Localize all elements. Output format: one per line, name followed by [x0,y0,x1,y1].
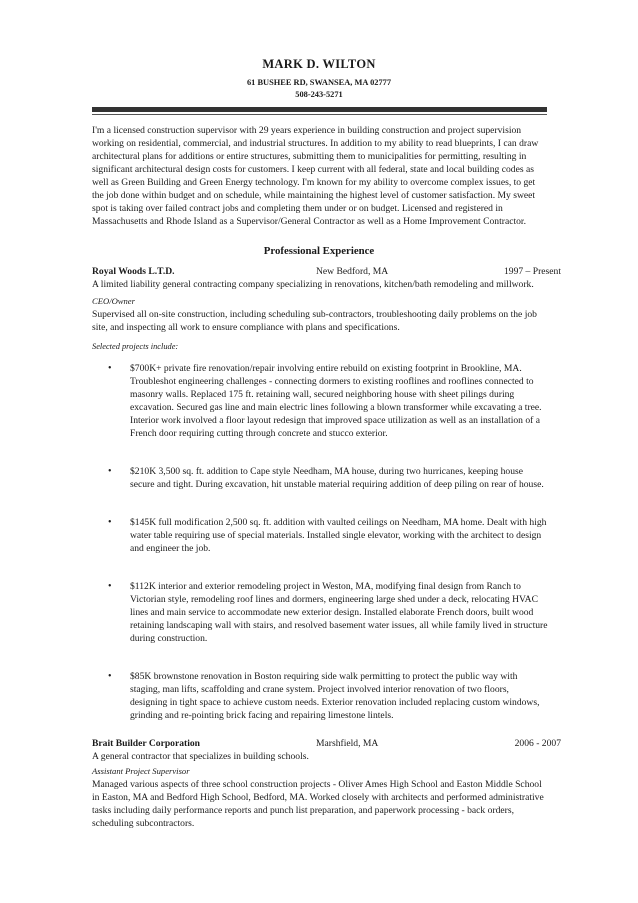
projects-list [92,362,548,722]
header-divider-thin [92,114,547,115]
list-item [92,580,548,645]
selected-projects-label: Selected projects include: [92,342,179,351]
list-item [92,516,548,555]
candidate-address: 61 BUSHEE RD, SWANSEA, MA 02777 [246,78,392,87]
bullet-icon: • [108,581,112,592]
list-item [92,362,548,440]
bullet-icon: • [108,671,112,682]
summary-paragraph: I'm a licensed construction supervisor with 29 years experience in building construction and project supervision working on residential, commercial, and industrial structures. In addition to my ability to read blueprints, I can draw architectural plans for additions or entire structures, submitting them to municipalities for permitting, resulting in significant architectural design costs for customers. I keep current with all federal, state and local building codes as well as Green Building and Green Energy technology. I'm known for my ability to overcome complex issues, to get the job done within budget and on schedule, while maintaining the highest level of customer satisfaction. My sweet spot is taking over failed contract jobs and completing them under or on budget. Licensed and registered in Massachusetts and Rhode Island as a Supervisor/General Contractor as well as a Home Improvement Contractor. [92,125,539,227]
job-dates: 1997 – Present [503,266,561,277]
company-description: A limited liability general contracting company specializing in renovations, kitchen/bath remodeling and millwork. [92,279,534,290]
job-dates: 2006 - 2007 [514,738,561,749]
list-item [92,670,548,722]
section-title-experience: Professional Experience [263,245,375,257]
job-location: New Bedford, MA [316,266,389,277]
project-text: $85K brownstone renovation in Boston requiring side walk permitting to protect the public way with staging, man lifts, scaffolding and crane system. Project involved interior renovation of two floors, designing in tight space to achieve custom needs. Exterior renovation included replacing custom windows, grinding and re-pointing brick facing and repairing limestone lintels. [130,671,540,721]
candidate-name: MARK D. WILTON [262,57,376,71]
job-entry [92,737,561,830]
role-description: Supervised all on-site construction, including scheduling sub-contractors, troubleshooting daily problems on the job site, and inspecting all work to ensure compliance with plans and specifications. [92,309,537,333]
job-company: Royal Woods L.T.D. [92,266,175,277]
bullet-icon: • [108,517,112,528]
project-text: $112K interior and exterior remodeling project in Weston, MA, modifying final design from Ranch to Victorian style, remodeling roof lines and dormers, engineering large shed under a deck, relocating HVAC lines and main service to accommodate new exterior design. Installed elaborate French doors, built wood retaining landscaping wall with stairs, and resolved basement water issues, all while family lived in structure during construction. [130,581,548,644]
company-description: A general contractor that specializes in building schools. [92,751,309,762]
project-text: $700K+ private fire renovation/repair involving entire rebuild on existing footprint in Brookline, MA. Troubleshot engineering challenges - connecting dormers to existing rooflines and rooflines connected to masonry walls. Replaced 175 ft. retaining wall, secured neighboring house with sheet pilings during excavation. Secured gas line and main electric lines following a blown transformer while excavating a tree. Interior work involved a floor layout redesign that improved space utilization as well as an installation of a French door requiring cutting through concrete and stucco exterior. [130,363,542,439]
job-entry [92,265,561,747]
role-description: Managed various aspects of three school construction projects - Oliver Ames High School and Easton Middle School in Easton, MA and Bedford High School, Bedford, MA. Worked closely with architects and performed administrative tasks including daily performance reports and punch list preparation, and paperwork processing - back orders, scheduling subcontractors. [92,779,544,829]
job-company: Brait Builder Corporation [92,738,201,749]
job-header [92,737,561,750]
project-text: $145K full modification 2,500 sq. ft. addition with vaulted ceilings on Needham, MA home. Dealt with high water table requiring use of special materials. Installed single elevator, working with the architect to design and engineer the job. [130,517,547,554]
job-location: Marshfield, MA [316,738,379,749]
bullet-icon: • [108,363,112,374]
candidate-phone: 508-243-5271 [295,90,343,99]
header-divider-thick [92,107,547,112]
project-text: $210K 3,500 sq. ft. addition to Cape style Needham, MA house, during two hurricanes, keeping house secure and tight. During excavation, hit unstable material requiring addition of deep piling on rear of house. [130,466,544,490]
job-title: CEO/Owner [92,296,135,306]
job-header [92,265,561,278]
list-item [92,465,548,491]
bullet-icon: • [108,466,112,477]
job-title: Assistant Project Supervisor [92,766,190,776]
